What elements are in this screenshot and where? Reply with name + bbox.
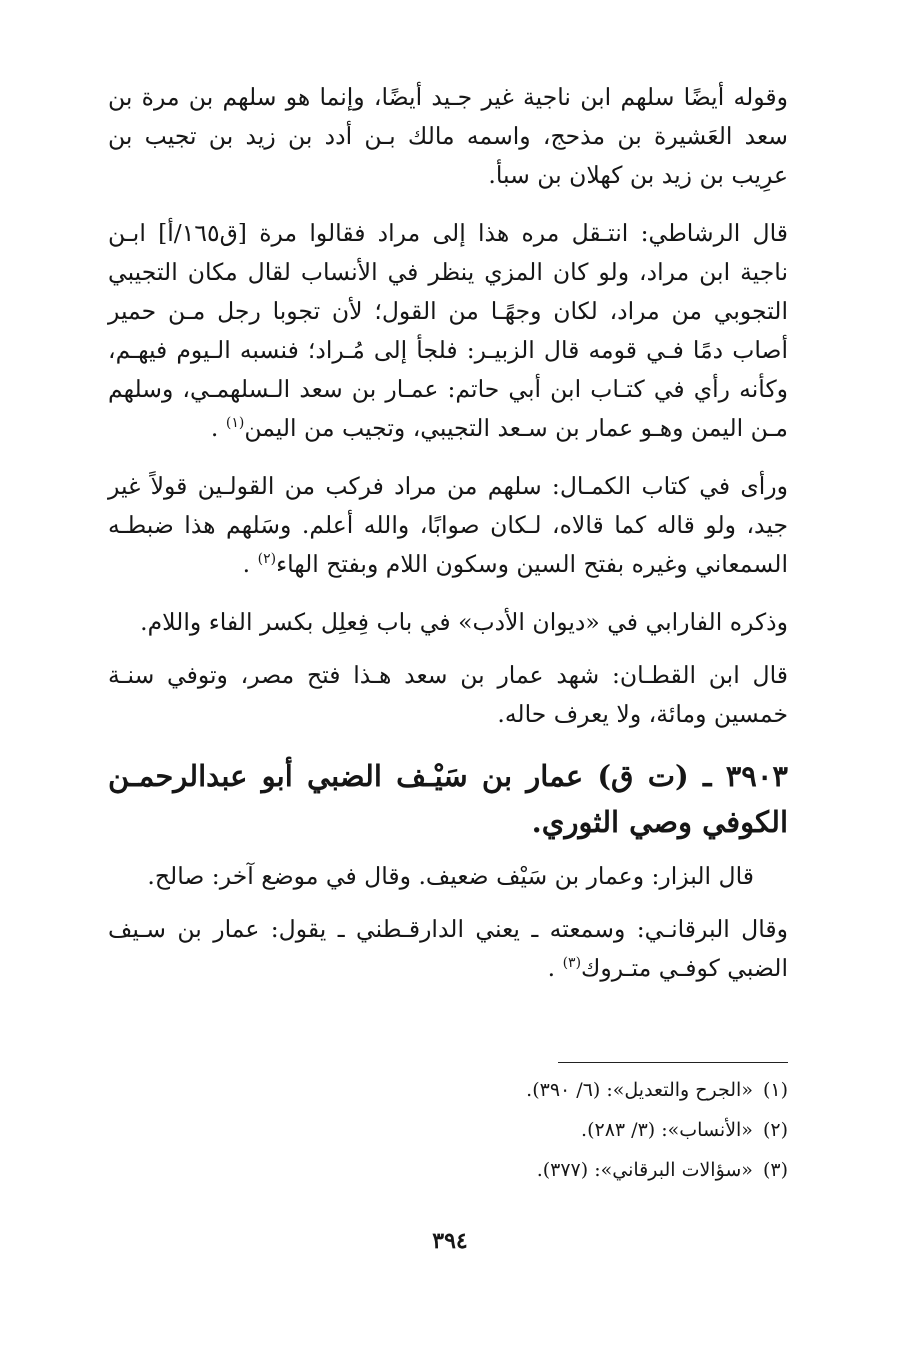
paragraph-3-end: .: [242, 550, 258, 578]
paragraph-2: [108, 214, 788, 448]
page-number: ٣٩٤: [432, 1228, 468, 1254]
paragraph-7: [108, 910, 788, 988]
paragraph-7-end: .: [547, 954, 563, 982]
footnote-ref-1: (١): [225, 415, 245, 432]
footnote-number: (٣): [762, 1159, 788, 1181]
footnote-3: [108, 1150, 788, 1190]
page-body: [108, 78, 788, 1007]
footnote-text: «الجرح والتعديل»: (٦/ ٣٩٠).: [526, 1079, 753, 1101]
footnote-number: (٢): [762, 1119, 788, 1141]
paragraph-2-end: .: [210, 414, 226, 442]
paragraph-3: [108, 467, 788, 584]
paragraph-1: وقوله أيضًا سلهم ابن ناجية غير جـيد أيضًا، وإنما هو سلهم بن مرة بن سعد العَشيرة بن مذحج، واسمه مالك بـن أدد بن زيد بن تجيب بن عرِيب بن زيد بن كهلان بن سبأ.: [108, 83, 788, 189]
footnote-text: «سؤالات البرقاني»: (٣٧٧).: [536, 1159, 753, 1181]
footnote-ref-3: (٣): [562, 955, 582, 972]
footnote-2: [108, 1110, 788, 1150]
footnotes: [108, 1070, 788, 1190]
footnote-1: [108, 1070, 788, 1110]
paragraph-3-text: ورأى في كتاب الكمـال: سلهم من مراد فركب من القولـين قولاً غير جيد، ولو قاله كما قالاه، لـكان صوابًا، والله أعلم. وسَلهم هذا ضبطـه السمعاني وغيره بفتح السين وسكون اللام وبفتح الهاء: [108, 472, 788, 578]
footnote-number: (١): [762, 1079, 788, 1101]
paragraph-2-text: قال الرشاطي: انتـقل مره هذا إلى مراد فقالوا مرة [ق١٦٥/أ] ابـن ناجية ابن مراد، ولو كان المزي ينظر في الأنساب لقال مكان التجيبي التجوبي من مراد، لكان وجهًـا من القول؛ لأن تجوبا رجل مـن حمير أصاب دمًا فـي قومه قال الزبيـر: فلجأ إلى مُـراد؛ فنسبه الـيوم فيهـم، وكأنه رأي في كتـاب ابن أبي حاتم: عمـار بن سعد الـسلهمـي، وسلهم مـن اليمن وهـو عمار بن سـعد التجيبي، وتجيب من اليمن: [108, 219, 788, 442]
footnote-text: «الأنساب»: (٣/ ٢٨٣).: [581, 1119, 753, 1141]
footnote-ref-2: (٢): [257, 551, 277, 568]
footnote-separator: [558, 1062, 788, 1063]
paragraph-4: وذكره الفارابي في «ديوان الأدب» في باب فِعلِل بكسر الفاء واللام.: [140, 608, 788, 636]
paragraph-6: قال البزار: وعمار بن سَيْف ضعيف. وقال في موضع آخر: صالح.: [147, 862, 754, 890]
paragraph-5: قال ابن القطـان: شهد عمار بن سعد هـذا فتح مصر، وتوفي سنـة خمسين ومائة، ولا يعرف حاله.: [108, 661, 788, 728]
paragraph-7-text: وقال البرقانـي: وسمعته ـ يعني الدارقـطني ـ يقول: عمار بن سـيف الضبي كوفـي متـروك: [108, 915, 788, 982]
entry-title: ٣٩٠٣ ـ (ت ق) عمار بن سَيْـف الضبي أبو عبدالرحمـن الكوفي وصي الثوري.: [108, 759, 788, 839]
